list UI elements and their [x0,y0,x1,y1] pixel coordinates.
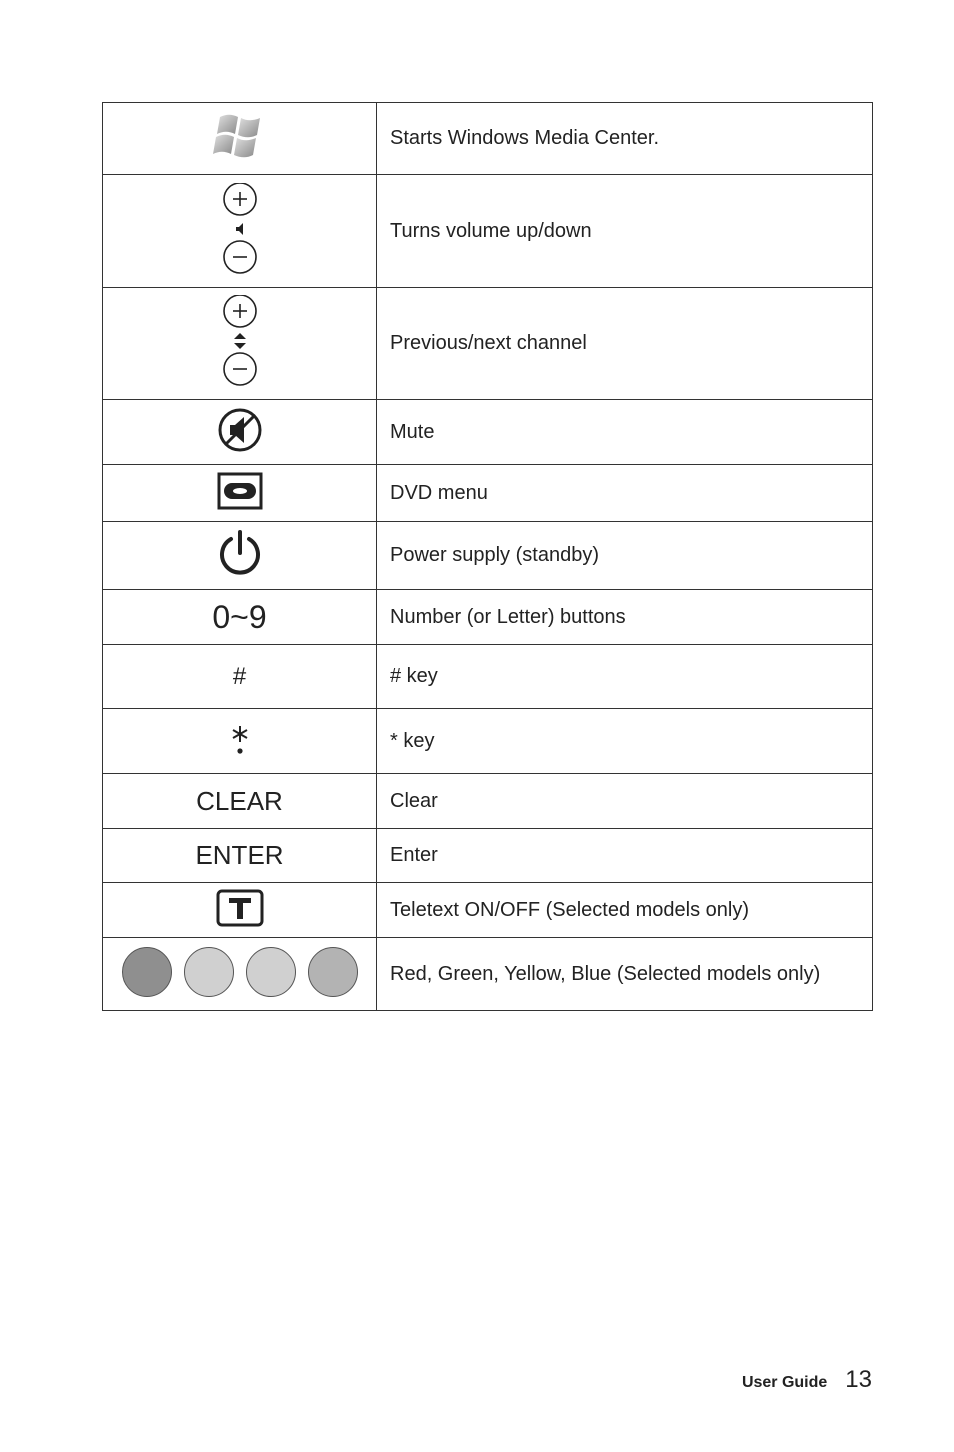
icon-cell [103,400,377,465]
table-row [103,829,873,883]
row-description: Enter [377,829,873,883]
icon-cell [103,175,377,288]
row-description: Turns volume up/down [377,175,873,288]
volume-up-down-icon [220,183,260,275]
key-label: ENTER [195,840,284,870]
icon-cell [103,465,377,522]
star-key-icon [230,723,250,755]
table-row [103,103,873,175]
icon-cell [103,288,377,400]
icon-cell [103,522,377,590]
channel-up-down-icon [220,295,260,387]
footer-label: User Guide [741,1374,828,1391]
icon-cell [103,883,377,938]
row-description: Teletext ON/OFF (Selected models only) [377,883,873,938]
row-description: Number (or Letter) buttons [377,590,873,645]
key-label: # [232,662,247,690]
icon-cell [103,645,377,709]
row-description: Red, Green, Yellow, Blue (Selected models only) [377,938,873,1011]
table-row [103,288,873,400]
row-description: * key [377,709,873,774]
table-row [103,522,873,590]
mute-icon [217,407,263,453]
icon-cell [103,774,377,829]
table-row [103,938,873,1011]
table-row [103,590,873,645]
row-description: Power supply (standby) [377,522,873,590]
row-description: Previous/next channel [377,288,873,400]
green-button-icon [184,947,234,997]
table-row [103,709,873,774]
icon-cell [103,103,377,175]
table-row [103,645,873,709]
row-description: # key [377,645,873,709]
color-buttons-icon [122,947,358,997]
row-description: Clear [377,774,873,829]
dvd-menu-icon [217,472,263,510]
row-description: Starts Windows Media Center. [377,103,873,175]
icon-cell [103,829,377,883]
table-row [103,465,873,522]
red-button-icon [122,947,172,997]
table-row [103,883,873,938]
remote-keys-table [102,102,873,1011]
key-label: CLEAR [196,785,283,816]
row-description: Mute [377,400,873,465]
table-row [103,400,873,465]
page-number: 13 [845,1366,872,1393]
row-description: DVD menu [377,465,873,522]
yellow-button-icon [246,947,296,997]
icon-cell [103,709,377,774]
power-icon [217,529,263,577]
key-label: 0~9 [212,598,267,635]
windows-logo-icon [212,111,268,161]
icon-cell [103,938,377,1011]
table-row [103,175,873,288]
table-row [103,774,873,829]
page-footer [742,1366,872,1394]
icon-cell [103,590,377,645]
teletext-icon [216,889,264,927]
blue-button-icon [308,947,358,997]
